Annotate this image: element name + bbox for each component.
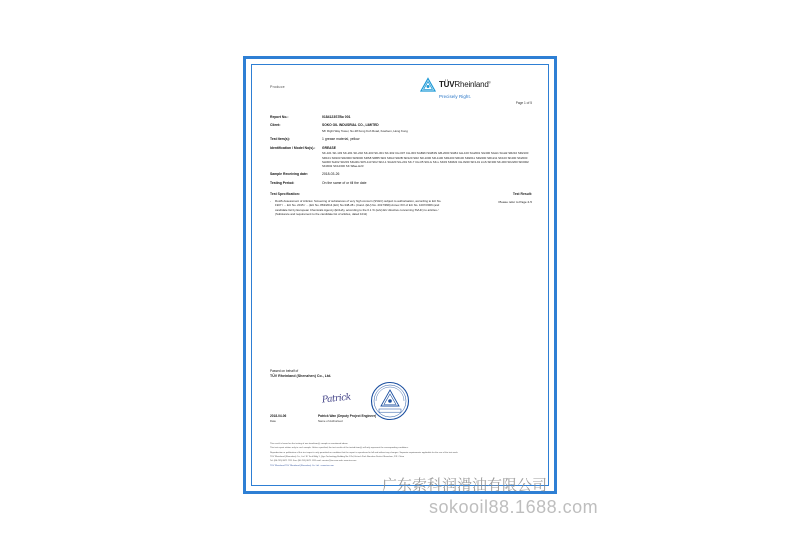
field-row-testing-period <box>270 181 532 186</box>
signature-date: 2018-04-06 <box>270 414 287 418</box>
watermark-site-url: sokooil88.1688.com <box>429 497 599 517</box>
model-number-list: SK-101 SK-103 SK-201 SK-202 SK-203 SK-301 SK-302 CH-007 CH-303 SGB2N SGB3N GB-2000 SGB4 GH-100 SG2001 SG300 SGH1 SGH2 SR210 SR2100 SR101 SR103 SR2000 SR3000 SRS8 SRB5 SR2 SRA3 SR2B SR120 SR2 SR-1000 SR-1100 SR1200 SR100 SR2011 SR2200 SR1211 SK103 SK200 SK2000 SH300 SHO2 SK203 SKH3G SK5-113 SK2 SK2-1 SG220 SG-201 SK-7 CH-05 SKLG SK-L SK03 SKM22 CH-8220 SK3-01 LGS SK300 SK-000 SK2200 SK0002 SK3002 SK12300 SK S8ae-H23 <box>322 151 529 169</box>
footer-line: TÜV Rheinland (Shenzhen) Co., Ltd. 1F Tech Bldg 1, Qiya Technology Building No.1 Rd, Hi-tech Park Nanshan District Shenzhen, P.R. China <box>270 455 405 458</box>
footer-line: This result is based on the testing of one item/item(s) sample as mentioned above. <box>270 443 349 446</box>
issuing-company-name: TÜV Rheinland (Shenzhen) Co., Ltd. <box>270 373 332 378</box>
field-row-identification <box>270 146 532 169</box>
produce-label: Produce <box>270 85 285 89</box>
tuv-wordmark <box>439 79 491 91</box>
tuv-wordmark-main: TÜV <box>439 80 455 90</box>
watermark-chinese-company: 广东索科润滑油有限公司 <box>382 477 548 494</box>
footer-website-line: TÜV Rheinland TÜV Rheinland (Shenzhen) Co. Ltd. • www.tuv.com <box>270 464 334 467</box>
name-caption: Name of Authorised <box>318 419 343 423</box>
passed-on-behalf-label: Passed on behalf of <box>270 369 299 374</box>
specification-body <box>270 199 532 217</box>
tuv-rheinland-logo-block <box>420 77 532 100</box>
field-row-client <box>270 123 532 133</box>
test-report-document <box>258 71 542 479</box>
signature-block <box>270 369 532 423</box>
certificate-frame-inner <box>251 64 549 486</box>
field-value: SOKO OIL INDUSRIAL CO., LIMITED <box>322 123 379 128</box>
test-result-value: Please refer to Page 2-5 <box>498 199 532 204</box>
signature-subcaption-row <box>270 419 532 423</box>
tuv-tagline: Precisely Right. <box>439 94 472 99</box>
signature-area <box>270 381 532 423</box>
handwritten-signature: Patrick <box>321 392 352 406</box>
specification-heading-row <box>270 192 532 197</box>
field-label: Client: <box>270 123 281 128</box>
field-row-test-item <box>270 137 532 142</box>
field-label: Sample Receiving date: <box>270 172 309 177</box>
page-indicator: Page 1 of 5 <box>515 101 532 105</box>
field-value: GREASE <box>322 145 336 150</box>
field-value-sub: 5/F Right Way Tower, No.28 Kong Koh Road, Kowloon, Hong Kong <box>322 129 408 134</box>
tuv-wordmark-sub: Rheinland <box>454 80 489 90</box>
signatory-name: Patrick Wan (Deputy Project Engineer) <box>318 414 377 418</box>
document-footer <box>270 443 532 469</box>
test-result-label: Test Result: <box>512 191 532 196</box>
field-value: On the same of or till the date <box>322 180 367 185</box>
field-row-sample-receiving-date <box>270 172 532 177</box>
footer-line: This test report relates only to such sample. Unless specified, the test results of the tested item(s) will only represent the corresponding conditions. <box>270 447 409 450</box>
field-label: Test Item(s): <box>270 137 290 142</box>
field-value: 0184123S7Bo 001 <box>322 115 351 119</box>
field-row-report-no <box>270 115 532 120</box>
specification-text: RoHS Assessment of Articles: Screening of substances of very high concern (SVHC) subject to authorisation, according to EU No. 1907 / ... EU No. 2015 / ... (EU No. 863/2014 (EU) No.348-28 • (Cand. (EU) No. 2017/999) Annex XIV of EC No. 1007/2006 (and candidate list by European Chemicals Agency (ECHA), according to the 0.1 % (w/w) EU directive concerning SVHC) to articles / (Substance and requirement to the candidate list of articles, dated 1011) <box>275 198 442 217</box>
certificate-frame-outer <box>243 56 557 494</box>
field-value-group <box>322 123 532 133</box>
field-label: Testing Period: <box>270 180 295 185</box>
field-value: 2018-03-26 <box>322 172 340 177</box>
test-specification-label: Test Specification: <box>270 191 300 196</box>
report-fields <box>270 115 532 217</box>
field-label: Identification / Model No(s).: <box>270 145 316 150</box>
registered-mark: ® <box>488 80 491 85</box>
bullet-marker: - <box>270 198 271 203</box>
tuv-triangle-icon <box>420 77 436 93</box>
footer-line: Reproduction or publication of this test report is only permitted on condition that the report is reproduced in full and without any changes. Separate requirements applicable for the use of the test mark. <box>270 451 459 454</box>
field-value-group <box>322 146 532 169</box>
field-label: Report No.: <box>270 115 289 119</box>
date-caption: Date <box>270 419 276 423</box>
specification-text-block <box>270 199 447 217</box>
footer-line: Tel: (86-755) 8671 7111 Fax: (86-755) 8671 1111 mail: service@tuv.com web: www.tuv.com <box>270 460 357 463</box>
field-value: 1 grease material, yellow <box>322 137 360 142</box>
signature-caption-row <box>270 414 532 419</box>
